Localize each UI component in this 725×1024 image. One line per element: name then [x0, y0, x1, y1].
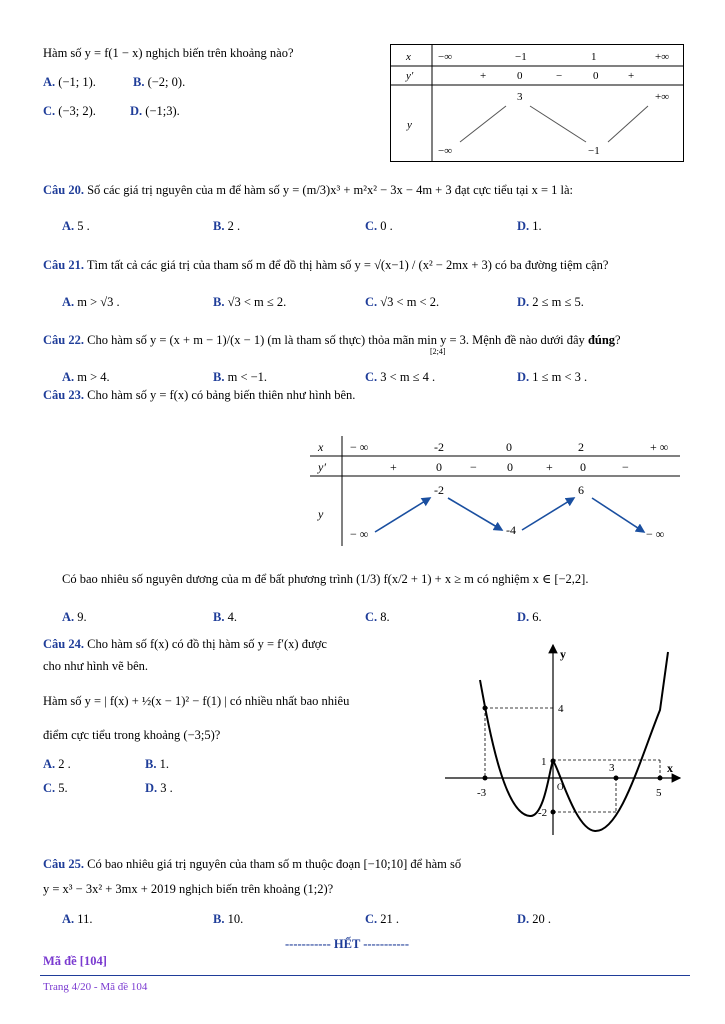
q24-option-c: C. 5. [43, 781, 68, 795]
q19-x-label: x [406, 51, 411, 63]
q23-x-val: 2 [578, 440, 584, 454]
q24-stem-line3: Hàm số y = | f(x) + ½(x − 1)² − f(1) | có nhiều nhất bao nhiêu [43, 694, 350, 708]
q19-option-b: B. (−2; 0). [133, 75, 186, 89]
q24-label-1: 1 [541, 756, 547, 768]
q19-yp-val: + [628, 70, 635, 82]
q22-option-d: D. 1 ≤ m < 3 . [517, 370, 588, 384]
q23-yp-val: + [546, 460, 553, 474]
q23-yp-val: + [390, 460, 397, 474]
q24-axis-x-label: x [667, 761, 673, 775]
q19-y-val: 3 [517, 91, 523, 103]
q22-min-subscript: [2;4] [430, 347, 446, 356]
q23-x-val: − ∞ [350, 440, 369, 454]
q23-variation-table [310, 436, 680, 546]
q22-stem: Câu 22. Cho hàm số y = (x + m − 1)/(x − 1) (m là tham số thực) thỏa mãn min y = 3. Mệnh đề nào dưới đây đúng? [43, 333, 621, 347]
q19-x-val: +∞ [655, 51, 670, 63]
q23-y-val: -2 [434, 483, 444, 497]
q23-question: Có bao nhiêu số nguyên dương của m để bất phương trình (1/3) f(x/2 + 1) + x ≥ m có nghiệm x ∈ [−2,2]. [62, 572, 589, 586]
q24-option-a: A. 2 . [43, 757, 71, 771]
exam-code: Mã đề [104] [43, 954, 107, 968]
q24-origin-label: O [557, 782, 564, 792]
q22-option-c: C. 3 < m ≤ 4 . [365, 370, 436, 384]
q20-option-a: A. 5 . [62, 219, 90, 233]
q25-stem-line1: Câu 25. Có bao nhiêu giá trị nguyên của tham số m thuộc đoạn [−10;10] để hàm số [43, 857, 462, 871]
q23-x-label: x [318, 440, 324, 454]
q19-x-val: −1 [515, 51, 527, 63]
end-marker: ----------- HẾT ----------- [285, 937, 409, 951]
q21-stem: Câu 21. Tìm tất cả các giá trị của tham số m để đồ thị hàm số y = √(x−1) / (x² − 2mx + 3) có ba đường tiệm cận? [43, 258, 609, 272]
q19-option-d: D. (−1;3). [130, 104, 180, 118]
q24-label-5: 5 [656, 787, 662, 799]
q24-label-4: 4 [558, 703, 564, 715]
q23-y-val: − ∞ [350, 527, 369, 541]
q24-option-d: D. 3 . [145, 781, 173, 795]
q20-stem: Câu 20. Số các giá trị nguyên của m để hàm số y = (m/3)x³ + m²x² − 3x − 4m + 3 đạt cực tiểu tại x = 1 là: [43, 183, 574, 197]
q22-option-a: A. m > 4. [62, 370, 110, 384]
q23-option-d: D. 6. [517, 610, 542, 624]
q19-y-label: y [407, 119, 412, 131]
q23-y-val: -4 [506, 523, 516, 537]
q19-yp-val: + [480, 70, 487, 82]
q23-option-c: C. 8. [365, 610, 390, 624]
q19-variation-table [390, 44, 684, 162]
q19-stem: Hàm số y = f(1 − x) nghịch biến trên khoảng nào? [43, 46, 294, 60]
q24-label-neg3: -3 [477, 787, 487, 799]
q19-yp-val: 0 [517, 70, 523, 82]
q23-x-val: -2 [434, 440, 444, 454]
q19-y-val: −1 [588, 145, 600, 157]
q20-option-c: C. 0 . [365, 219, 393, 233]
page-footer: Trang 4/20 - Mã đề 104 [43, 981, 148, 993]
q25-option-c: C. 21 . [365, 912, 400, 926]
q21-option-a: A. m > √3 . [62, 295, 120, 309]
q19-y-val: −∞ [438, 145, 453, 157]
q19-x-val: 1 [591, 51, 597, 63]
q23-yp-label: y′ [318, 460, 326, 474]
q24-label-neg2: -2 [538, 807, 548, 819]
q24-stem-line1: Câu 24. Cho hàm số f(x) có đồ thị hàm số y = f′(x) được [43, 637, 327, 651]
q19-option-c: C. (−3; 2). [43, 104, 96, 118]
q20-option-d: D. 1. [517, 219, 542, 233]
q19-yp-val: 0 [593, 70, 599, 82]
q21-option-c: C. √3 < m < 2. [365, 295, 440, 309]
q19-x-val: −∞ [438, 51, 453, 63]
q24-derivative-graph [440, 640, 685, 840]
q23-y-label: y [318, 507, 324, 521]
q24-option-b: B. 1. [145, 757, 169, 771]
q24-axis-y-label: y [560, 647, 566, 661]
q23-x-val: + ∞ [650, 440, 669, 454]
q23-yp-val: 0 [507, 460, 513, 474]
q24-label-3: 3 [609, 762, 615, 774]
q19-option-a: A. (−1; 1). [43, 75, 96, 89]
q23-yp-val: 0 [436, 460, 442, 474]
q25-stem-line2: y = x³ − 3x² + 3mx + 2019 nghịch biến trên khoảng (1;2)? [43, 882, 334, 896]
q23-option-a: A. 9. [62, 610, 87, 624]
q25-option-d: D. 20 . [517, 912, 552, 926]
q21-option-d: D. 2 ≤ m ≤ 5. [517, 295, 584, 309]
q23-stem: Câu 23. Cho hàm số y = f(x) có bảng biến thiên như hình bên. [43, 388, 356, 402]
q23-yp-val: − [470, 460, 477, 474]
q23-yp-val: − [622, 460, 629, 474]
q19-yp-label: y′ [406, 70, 414, 82]
q20-option-b: B. 2 . [213, 219, 241, 233]
q22-option-b: B. m < −1. [213, 370, 268, 384]
q23-yp-val: 0 [580, 460, 586, 474]
q25-option-a: A. 11. [62, 912, 93, 926]
q24-stem-line4: điểm cực tiểu trong khoảng (−3;5)? [43, 728, 221, 742]
q23-option-b: B. 4. [213, 610, 237, 624]
q23-x-val: 0 [506, 440, 512, 454]
q19-yp-val: − [556, 70, 563, 82]
q25-option-b: B. 10. [213, 912, 244, 926]
q23-y-val: 6 [578, 483, 584, 497]
q21-option-b: B. √3 < m ≤ 2. [213, 295, 287, 309]
q19-y-val: +∞ [655, 91, 670, 103]
q24-stem-line2: cho như hình vẽ bên. [43, 659, 149, 673]
q23-y-val: − ∞ [646, 527, 665, 541]
footer-divider [40, 975, 690, 976]
